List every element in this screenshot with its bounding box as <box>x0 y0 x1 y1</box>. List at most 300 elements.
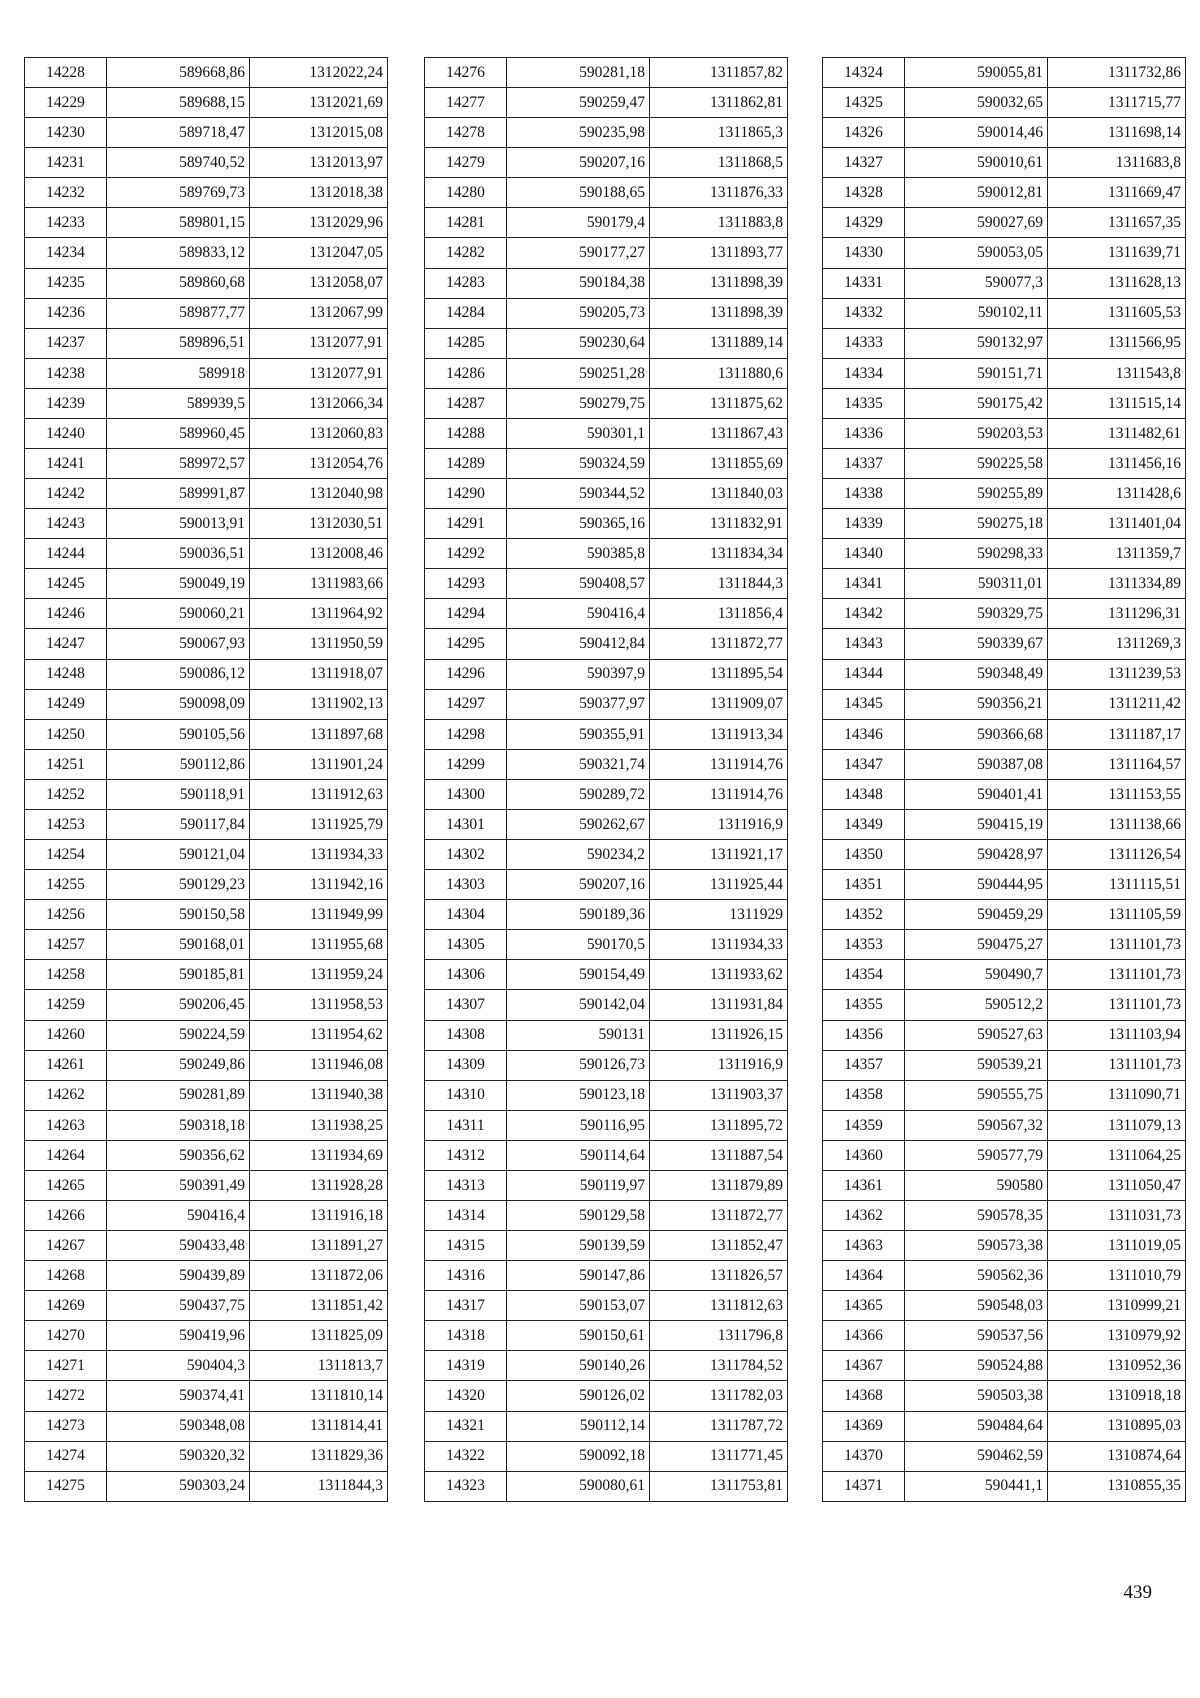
point-id-cell: 14345 <box>823 689 905 719</box>
table-row <box>25 1351 388 1381</box>
x-coordinate-cell: 590548,03 <box>905 1291 1048 1321</box>
y-coordinate-cell: 1311879,89 <box>650 1170 788 1200</box>
point-id-cell: 14278 <box>425 118 507 148</box>
x-coordinate-cell: 590014,46 <box>905 118 1048 148</box>
table-row <box>425 900 788 930</box>
x-coordinate-cell: 590433,48 <box>107 1231 250 1261</box>
y-coordinate-cell: 1311958,53 <box>250 990 388 1020</box>
x-coordinate-cell: 589668,86 <box>107 58 250 88</box>
x-coordinate-cell: 590116,95 <box>507 1110 650 1140</box>
table-row <box>425 599 788 629</box>
x-coordinate-cell: 590387,08 <box>905 749 1048 779</box>
point-id-cell: 14257 <box>25 930 107 960</box>
y-coordinate-cell: 1311844,3 <box>250 1471 388 1501</box>
table-row <box>25 208 388 238</box>
x-coordinate-cell: 590027,69 <box>905 208 1048 238</box>
y-coordinate-cell: 1311925,44 <box>650 870 788 900</box>
y-coordinate-cell: 1311876,33 <box>650 178 788 208</box>
x-coordinate-cell: 590118,91 <box>107 779 250 809</box>
table-row <box>823 118 1186 148</box>
point-id-cell: 14297 <box>425 689 507 719</box>
x-coordinate-cell: 590092,18 <box>507 1441 650 1471</box>
y-coordinate-cell: 1311926,15 <box>650 1020 788 1050</box>
point-id-cell: 14277 <box>425 88 507 118</box>
x-coordinate-cell: 590404,3 <box>107 1351 250 1381</box>
x-coordinate-cell: 590140,26 <box>507 1351 650 1381</box>
table-row <box>25 178 388 208</box>
point-id-cell: 14285 <box>425 328 507 358</box>
y-coordinate-cell: 1311909,07 <box>650 689 788 719</box>
point-id-cell: 14315 <box>425 1231 507 1261</box>
y-coordinate-cell: 1311515,14 <box>1048 388 1186 418</box>
point-id-cell: 14343 <box>823 629 905 659</box>
table-row <box>25 840 388 870</box>
point-id-cell: 14337 <box>823 449 905 479</box>
y-coordinate-cell: 1311153,55 <box>1048 779 1186 809</box>
x-coordinate-cell: 590281,89 <box>107 1080 250 1110</box>
point-id-cell: 14241 <box>25 449 107 479</box>
table-row <box>425 388 788 418</box>
point-id-cell: 14235 <box>25 268 107 298</box>
x-coordinate-cell: 590441,1 <box>905 1471 1048 1501</box>
point-id-cell: 14323 <box>425 1471 507 1501</box>
y-coordinate-cell: 1311138,66 <box>1048 809 1186 839</box>
table-row <box>425 418 788 448</box>
table-row <box>823 840 1186 870</box>
y-coordinate-cell: 1312022,24 <box>250 58 388 88</box>
point-id-cell: 14363 <box>823 1231 905 1261</box>
x-coordinate-cell: 590207,16 <box>507 870 650 900</box>
x-coordinate-cell: 590150,61 <box>507 1321 650 1351</box>
x-coordinate-cell: 589896,51 <box>107 328 250 358</box>
point-id-cell: 14362 <box>823 1200 905 1230</box>
y-coordinate-cell: 1311211,42 <box>1048 689 1186 719</box>
table-row <box>425 1200 788 1230</box>
y-coordinate-cell: 1311698,14 <box>1048 118 1186 148</box>
x-coordinate-cell: 589972,57 <box>107 449 250 479</box>
table-row <box>425 148 788 178</box>
y-coordinate-cell: 1311657,35 <box>1048 208 1186 238</box>
x-coordinate-cell: 590537,56 <box>905 1321 1048 1351</box>
point-id-cell: 14367 <box>823 1351 905 1381</box>
x-coordinate-cell: 590412,84 <box>507 629 650 659</box>
table-row <box>25 1050 388 1080</box>
y-coordinate-cell: 1310979,92 <box>1048 1321 1186 1351</box>
x-coordinate-cell: 590275,18 <box>905 509 1048 539</box>
point-id-cell: 14295 <box>425 629 507 659</box>
table-row <box>823 479 1186 509</box>
table-row <box>425 689 788 719</box>
y-coordinate-cell: 1311928,28 <box>250 1170 388 1200</box>
table-row <box>823 58 1186 88</box>
y-coordinate-cell: 1312077,91 <box>250 358 388 388</box>
point-id-cell: 14234 <box>25 238 107 268</box>
y-coordinate-cell: 1311903,37 <box>650 1080 788 1110</box>
table-row <box>425 1020 788 1050</box>
point-id-cell: 14314 <box>425 1200 507 1230</box>
table-row <box>425 298 788 328</box>
x-coordinate-cell: 590355,91 <box>507 719 650 749</box>
point-id-cell: 14339 <box>823 509 905 539</box>
table-row <box>823 749 1186 779</box>
table-row <box>425 1140 788 1170</box>
y-coordinate-cell: 1311901,24 <box>250 749 388 779</box>
y-coordinate-cell: 1311126,54 <box>1048 840 1186 870</box>
x-coordinate-cell: 590230,64 <box>507 328 650 358</box>
point-id-cell: 14342 <box>823 599 905 629</box>
point-id-cell: 14262 <box>25 1080 107 1110</box>
y-coordinate-cell: 1311115,51 <box>1048 870 1186 900</box>
point-id-cell: 14286 <box>425 358 507 388</box>
x-coordinate-cell: 590114,64 <box>507 1140 650 1170</box>
x-coordinate-cell: 590311,01 <box>905 569 1048 599</box>
x-coordinate-cell: 590437,75 <box>107 1291 250 1321</box>
table-row <box>25 960 388 990</box>
y-coordinate-cell: 1311955,68 <box>250 930 388 960</box>
point-id-cell: 14266 <box>25 1200 107 1230</box>
table-row <box>25 1261 388 1291</box>
table-row <box>25 1020 388 1050</box>
table-row <box>823 178 1186 208</box>
x-coordinate-cell: 590060,21 <box>107 599 250 629</box>
table-row <box>25 809 388 839</box>
x-coordinate-cell: 590177,27 <box>507 238 650 268</box>
x-coordinate-cell: 590365,16 <box>507 509 650 539</box>
y-coordinate-cell: 1311019,05 <box>1048 1231 1186 1261</box>
y-coordinate-cell: 1311064,25 <box>1048 1140 1186 1170</box>
x-coordinate-cell: 590366,68 <box>905 719 1048 749</box>
y-coordinate-cell: 1311921,17 <box>650 840 788 870</box>
y-coordinate-cell: 1311296,31 <box>1048 599 1186 629</box>
x-coordinate-cell: 590339,67 <box>905 629 1048 659</box>
table-row <box>823 779 1186 809</box>
x-coordinate-cell: 590012,81 <box>905 178 1048 208</box>
point-id-cell: 14299 <box>425 749 507 779</box>
point-id-cell: 14247 <box>25 629 107 659</box>
point-id-cell: 14252 <box>25 779 107 809</box>
table-row <box>25 148 388 178</box>
x-coordinate-cell: 590179,4 <box>507 208 650 238</box>
table-row <box>425 509 788 539</box>
y-coordinate-cell: 1311983,66 <box>250 569 388 599</box>
x-coordinate-cell: 590055,81 <box>905 58 1048 88</box>
y-coordinate-cell: 1310855,35 <box>1048 1471 1186 1501</box>
y-coordinate-cell: 1311883,8 <box>650 208 788 238</box>
table-row <box>25 328 388 358</box>
table-row <box>425 990 788 1020</box>
x-coordinate-cell: 590205,73 <box>507 298 650 328</box>
x-coordinate-cell: 590279,75 <box>507 388 650 418</box>
table-row <box>25 659 388 689</box>
point-id-cell: 14230 <box>25 118 107 148</box>
table-row <box>823 1110 1186 1140</box>
y-coordinate-cell: 1311916,9 <box>650 809 788 839</box>
point-id-cell: 14282 <box>425 238 507 268</box>
y-coordinate-cell: 1311964,92 <box>250 599 388 629</box>
table-row <box>425 1381 788 1411</box>
x-coordinate-cell: 590151,71 <box>905 358 1048 388</box>
y-coordinate-cell: 1311872,77 <box>650 1200 788 1230</box>
y-coordinate-cell: 1311918,07 <box>250 659 388 689</box>
y-coordinate-cell: 1311867,43 <box>650 418 788 448</box>
x-coordinate-cell: 590067,93 <box>107 629 250 659</box>
point-id-cell: 14229 <box>25 88 107 118</box>
point-id-cell: 14371 <box>823 1471 905 1501</box>
x-coordinate-cell: 590119,97 <box>507 1170 650 1200</box>
x-coordinate-cell: 590207,16 <box>507 148 650 178</box>
x-coordinate-cell: 590147,86 <box>507 1261 650 1291</box>
table-row <box>823 990 1186 1020</box>
x-coordinate-cell: 589860,68 <box>107 268 250 298</box>
x-coordinate-cell: 590580 <box>905 1170 1048 1200</box>
point-id-cell: 14239 <box>25 388 107 418</box>
table-row <box>823 1261 1186 1291</box>
point-id-cell: 14353 <box>823 930 905 960</box>
y-coordinate-cell: 1311898,39 <box>650 268 788 298</box>
x-coordinate-cell: 590539,21 <box>905 1050 1048 1080</box>
table-row <box>425 1110 788 1140</box>
table-row <box>25 689 388 719</box>
table-row <box>425 449 788 479</box>
table-row <box>425 268 788 298</box>
point-id-cell: 14243 <box>25 509 107 539</box>
table-row <box>823 900 1186 930</box>
point-id-cell: 14287 <box>425 388 507 418</box>
x-coordinate-cell: 590185,81 <box>107 960 250 990</box>
y-coordinate-cell: 1311851,42 <box>250 1291 388 1321</box>
x-coordinate-cell: 590262,67 <box>507 809 650 839</box>
point-id-cell: 14303 <box>425 870 507 900</box>
table-row <box>425 779 788 809</box>
x-coordinate-cell: 590301,1 <box>507 418 650 448</box>
point-id-cell: 14245 <box>25 569 107 599</box>
x-coordinate-cell: 590377,97 <box>507 689 650 719</box>
x-coordinate-cell: 590567,32 <box>905 1110 1048 1140</box>
x-coordinate-cell: 589960,45 <box>107 418 250 448</box>
y-coordinate-cell: 1311912,63 <box>250 779 388 809</box>
x-coordinate-cell: 590348,49 <box>905 659 1048 689</box>
table-row <box>25 1411 388 1441</box>
y-coordinate-cell: 1311895,72 <box>650 1110 788 1140</box>
point-id-cell: 14240 <box>25 418 107 448</box>
x-coordinate-cell: 590459,29 <box>905 900 1048 930</box>
point-id-cell: 14326 <box>823 118 905 148</box>
point-id-cell: 14361 <box>823 1170 905 1200</box>
x-coordinate-cell: 590348,08 <box>107 1411 250 1441</box>
point-id-cell: 14325 <box>823 88 905 118</box>
y-coordinate-cell: 1311880,6 <box>650 358 788 388</box>
x-coordinate-cell: 590577,79 <box>905 1140 1048 1170</box>
x-coordinate-cell: 590512,2 <box>905 990 1048 1020</box>
point-id-cell: 14276 <box>425 58 507 88</box>
table-row <box>425 118 788 148</box>
table-row <box>425 479 788 509</box>
y-coordinate-cell: 1311101,73 <box>1048 1050 1186 1080</box>
point-id-cell: 14330 <box>823 238 905 268</box>
point-id-cell: 14228 <box>25 58 107 88</box>
y-coordinate-cell: 1310895,03 <box>1048 1411 1186 1441</box>
y-coordinate-cell: 1311732,86 <box>1048 58 1186 88</box>
y-coordinate-cell: 1311959,24 <box>250 960 388 990</box>
point-id-cell: 14346 <box>823 719 905 749</box>
y-coordinate-cell: 1311628,13 <box>1048 268 1186 298</box>
table-row <box>823 719 1186 749</box>
table-row <box>823 358 1186 388</box>
x-coordinate-cell: 590321,74 <box>507 749 650 779</box>
y-coordinate-cell: 1311914,76 <box>650 779 788 809</box>
y-coordinate-cell: 1311934,33 <box>250 840 388 870</box>
coordinate-table-2 <box>424 57 788 1502</box>
table-row <box>823 599 1186 629</box>
table-row <box>25 449 388 479</box>
x-coordinate-cell: 590281,18 <box>507 58 650 88</box>
table-row <box>823 689 1186 719</box>
point-id-cell: 14263 <box>25 1110 107 1140</box>
point-id-cell: 14329 <box>823 208 905 238</box>
table-row <box>425 870 788 900</box>
table-row <box>425 840 788 870</box>
x-coordinate-cell: 590170,5 <box>507 930 650 960</box>
point-id-cell: 14288 <box>425 418 507 448</box>
point-id-cell: 14338 <box>823 479 905 509</box>
point-id-cell: 14254 <box>25 840 107 870</box>
x-coordinate-cell: 590102,11 <box>905 298 1048 328</box>
table-row <box>25 358 388 388</box>
point-id-cell: 14359 <box>823 1110 905 1140</box>
y-coordinate-cell: 1311897,68 <box>250 719 388 749</box>
point-id-cell: 14319 <box>425 1351 507 1381</box>
point-id-cell: 14248 <box>25 659 107 689</box>
point-id-cell: 14331 <box>823 268 905 298</box>
x-coordinate-cell: 590235,98 <box>507 118 650 148</box>
point-id-cell: 14284 <box>425 298 507 328</box>
point-id-cell: 14233 <box>25 208 107 238</box>
point-id-cell: 14335 <box>823 388 905 418</box>
x-coordinate-cell: 590524,88 <box>905 1351 1048 1381</box>
page-number: 439 <box>1123 1582 1152 1603</box>
point-id-cell: 14298 <box>425 719 507 749</box>
table-row <box>823 1291 1186 1321</box>
x-coordinate-cell: 590344,52 <box>507 479 650 509</box>
x-coordinate-cell: 589918 <box>107 358 250 388</box>
y-coordinate-cell: 1311101,73 <box>1048 930 1186 960</box>
y-coordinate-cell: 1311834,34 <box>650 539 788 569</box>
y-coordinate-cell: 1311913,34 <box>650 719 788 749</box>
point-id-cell: 14368 <box>823 1381 905 1411</box>
table-row <box>425 358 788 388</box>
point-id-cell: 14334 <box>823 358 905 388</box>
table-row <box>425 539 788 569</box>
point-id-cell: 14300 <box>425 779 507 809</box>
x-coordinate-cell: 589740,52 <box>107 148 250 178</box>
y-coordinate-cell: 1311916,9 <box>650 1050 788 1080</box>
point-id-cell: 14340 <box>823 539 905 569</box>
point-id-cell: 14270 <box>25 1321 107 1351</box>
table-row <box>25 900 388 930</box>
point-id-cell: 14255 <box>25 870 107 900</box>
point-id-cell: 14348 <box>823 779 905 809</box>
point-id-cell: 14360 <box>823 1140 905 1170</box>
table-row <box>425 238 788 268</box>
y-coordinate-cell: 1311949,99 <box>250 900 388 930</box>
table-row <box>425 659 788 689</box>
x-coordinate-cell: 590112,86 <box>107 749 250 779</box>
y-coordinate-cell: 1311187,17 <box>1048 719 1186 749</box>
y-coordinate-cell: 1311796,8 <box>650 1321 788 1351</box>
y-coordinate-cell: 1311938,25 <box>250 1110 388 1140</box>
x-coordinate-cell: 590080,61 <box>507 1471 650 1501</box>
x-coordinate-cell: 590010,61 <box>905 148 1048 178</box>
point-id-cell: 14256 <box>25 900 107 930</box>
x-coordinate-cell: 590129,58 <box>507 1200 650 1230</box>
table-row <box>425 1080 788 1110</box>
point-id-cell: 14253 <box>25 809 107 839</box>
x-coordinate-cell: 589991,87 <box>107 479 250 509</box>
y-coordinate-cell: 1311105,59 <box>1048 900 1186 930</box>
point-id-cell: 14311 <box>425 1110 507 1140</box>
table-row <box>425 749 788 779</box>
table-row <box>25 629 388 659</box>
point-id-cell: 14250 <box>25 719 107 749</box>
table-row <box>25 599 388 629</box>
point-id-cell: 14259 <box>25 990 107 1020</box>
x-coordinate-cell: 590439,89 <box>107 1261 250 1291</box>
y-coordinate-cell: 1311101,73 <box>1048 990 1186 1020</box>
y-coordinate-cell: 1311891,27 <box>250 1231 388 1261</box>
table-row <box>425 58 788 88</box>
y-coordinate-cell: 1311103,94 <box>1048 1020 1186 1050</box>
table-row <box>425 930 788 960</box>
table-row <box>425 1321 788 1351</box>
coordinate-table-1 <box>24 57 388 1502</box>
point-id-cell: 14280 <box>425 178 507 208</box>
table-row <box>823 930 1186 960</box>
x-coordinate-cell: 589718,47 <box>107 118 250 148</box>
point-id-cell: 14354 <box>823 960 905 990</box>
x-coordinate-cell: 590168,01 <box>107 930 250 960</box>
y-coordinate-cell: 1311813,7 <box>250 1351 388 1381</box>
y-coordinate-cell: 1312058,07 <box>250 268 388 298</box>
y-coordinate-cell: 1311832,91 <box>650 509 788 539</box>
point-id-cell: 14344 <box>823 659 905 689</box>
x-coordinate-cell: 590490,7 <box>905 960 1048 990</box>
x-coordinate-cell: 589769,73 <box>107 178 250 208</box>
x-coordinate-cell: 590444,95 <box>905 870 1048 900</box>
table-row <box>823 298 1186 328</box>
y-coordinate-cell: 1311826,57 <box>650 1261 788 1291</box>
point-id-cell: 14304 <box>425 900 507 930</box>
x-coordinate-cell: 590320,32 <box>107 1441 250 1471</box>
table-row <box>425 569 788 599</box>
point-id-cell: 14336 <box>823 418 905 448</box>
x-coordinate-cell: 590428,97 <box>905 840 1048 870</box>
y-coordinate-cell: 1311814,41 <box>250 1411 388 1441</box>
y-coordinate-cell: 1311639,71 <box>1048 238 1186 268</box>
y-coordinate-cell: 1311239,53 <box>1048 659 1186 689</box>
x-coordinate-cell: 590189,36 <box>507 900 650 930</box>
table-row <box>25 479 388 509</box>
x-coordinate-cell: 590303,24 <box>107 1471 250 1501</box>
table-row <box>823 148 1186 178</box>
point-id-cell: 14294 <box>425 599 507 629</box>
y-coordinate-cell: 1311950,59 <box>250 629 388 659</box>
y-coordinate-cell: 1311784,52 <box>650 1351 788 1381</box>
x-coordinate-cell: 590298,33 <box>905 539 1048 569</box>
x-coordinate-cell: 590289,72 <box>507 779 650 809</box>
table-row <box>823 388 1186 418</box>
point-id-cell: 14333 <box>823 328 905 358</box>
table-row <box>823 1441 1186 1471</box>
